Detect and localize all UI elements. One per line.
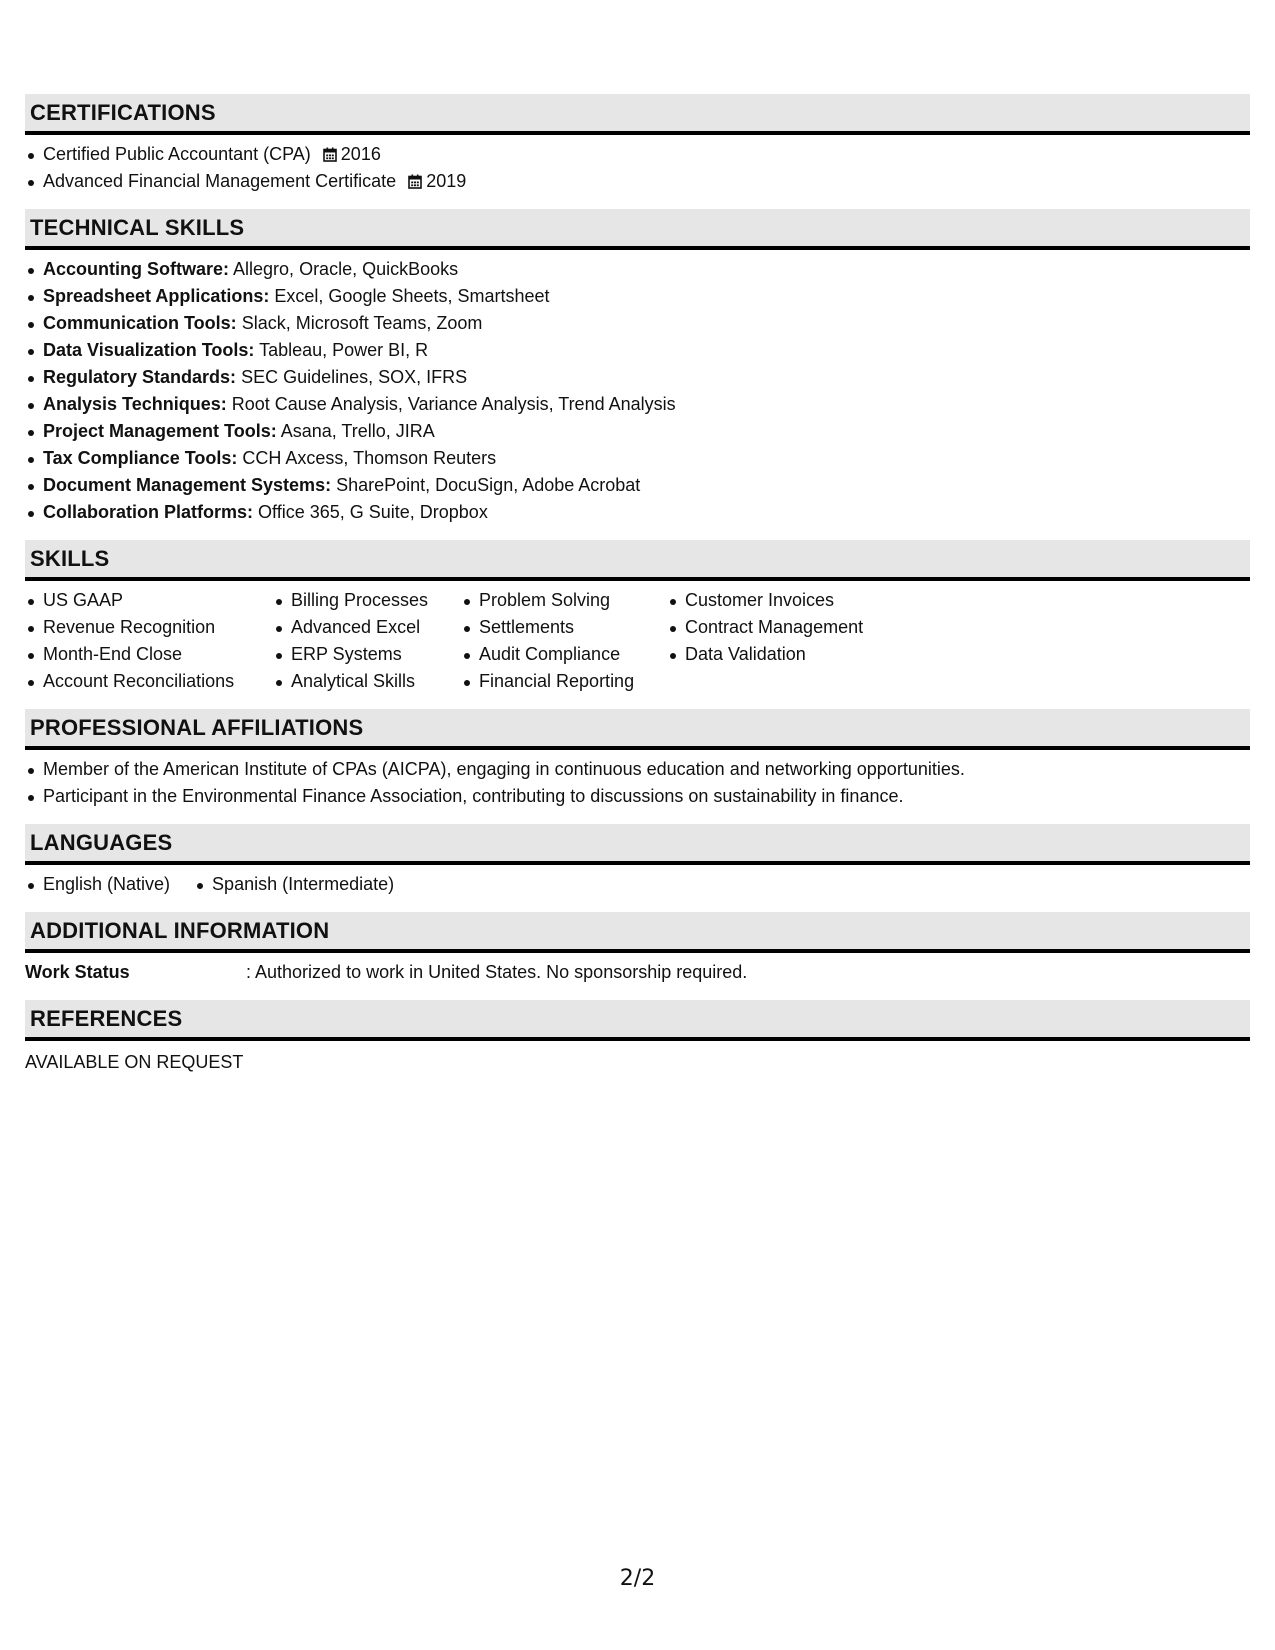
languages-section (25, 824, 1250, 898)
skill-values: Slack, Microsoft Teams, Zoom (241, 313, 483, 333)
skill-category: Data Visualization Tools: (43, 340, 255, 360)
skills-column (667, 587, 927, 695)
certifications-section (25, 94, 1250, 195)
list-item: ERP Systems (273, 641, 461, 668)
info-label: Work Status (25, 962, 130, 982)
list-item (25, 283, 1250, 310)
technical-skills-section (25, 209, 1250, 526)
list-item: Financial Reporting (461, 668, 667, 695)
skill-values: SharePoint, DocuSign, Adobe Acrobat (336, 475, 641, 495)
section-heading: ADDITIONAL INFORMATION (25, 912, 1250, 953)
skill-category: Accounting Software: (43, 259, 230, 279)
list-item (25, 472, 1250, 499)
affiliations-list (25, 756, 1250, 810)
list-item (25, 337, 1250, 364)
list-item (25, 499, 1250, 526)
skill-values: Tableau, Power BI, R (259, 340, 429, 360)
skill-category: Regulatory Standards: (43, 367, 237, 387)
info-row (25, 959, 1250, 986)
skill-category: Tax Compliance Tools: (43, 448, 238, 468)
section-heading: TECHNICAL SKILLS (25, 209, 1250, 250)
section-heading: LANGUAGES (25, 824, 1250, 865)
resume-page (25, 94, 1250, 1090)
list-item (25, 141, 1250, 168)
affiliations-section (25, 709, 1250, 810)
section-heading: PROFESSIONAL AFFILIATIONS (25, 709, 1250, 750)
info-value: : Authorized to work in United States. No sponsorship required. (246, 962, 748, 982)
list-item: Billing Processes (273, 587, 461, 614)
list-item: Analytical Skills (273, 668, 461, 695)
list-item: Audit Compliance (461, 641, 667, 668)
list-item: Spanish (Intermediate) (194, 871, 394, 898)
list-item (25, 310, 1250, 337)
skill-values: CCH Axcess, Thomson Reuters (242, 448, 497, 468)
list-item: Revenue Recognition (25, 614, 273, 641)
list-item: English (Native) (25, 871, 170, 898)
section-heading: REFERENCES (25, 1000, 1250, 1041)
languages-list (25, 871, 1250, 898)
certifications-list (25, 141, 1250, 195)
list-item (25, 418, 1250, 445)
list-item: Data Validation (667, 641, 927, 668)
section-heading: CERTIFICATIONS (25, 94, 1250, 135)
list-item (25, 168, 1250, 195)
certification-name: Certified Public Accountant (CPA) (43, 144, 311, 164)
calendar-icon (323, 147, 337, 162)
list-item: US GAAP (25, 587, 273, 614)
skills-column (461, 587, 667, 695)
list-item: Contract Management (667, 614, 927, 641)
list-item: Settlements (461, 614, 667, 641)
technical-skills-list (25, 256, 1250, 526)
calendar-icon (408, 174, 422, 189)
list-item: Account Reconciliations (25, 668, 273, 695)
skills-section (25, 540, 1250, 695)
certification-year: 2019 (426, 171, 467, 191)
list-item (25, 445, 1250, 472)
skills-column (25, 587, 273, 695)
references-text: AVAILABLE ON REQUEST (25, 1052, 244, 1072)
list-item: Member of the American Institute of CPAs (AICPA), engaging in continuous education and networking opportunities. (25, 756, 1250, 783)
skills-column (273, 587, 461, 695)
list-item: Participant in the Environmental Finance Association, contributing to discussions on sustainability in finance. (25, 783, 1250, 810)
certification-year: 2016 (340, 144, 381, 164)
skills-grid (25, 587, 1250, 695)
references-section (25, 1000, 1250, 1076)
additional-info-section (25, 912, 1250, 986)
skill-category: Project Management Tools: (43, 421, 277, 441)
skill-category: Collaboration Platforms: (43, 502, 254, 522)
skill-category: Communication Tools: (43, 313, 237, 333)
page-number: 2/2 (619, 1566, 656, 1591)
skill-values: Allegro, Oracle, QuickBooks (233, 259, 459, 279)
skill-category: Analysis Techniques: (43, 394, 227, 414)
section-heading: SKILLS (25, 540, 1250, 581)
skill-values: Asana, Trello, JIRA (280, 421, 435, 441)
list-item: Month-End Close (25, 641, 273, 668)
skill-values: SEC Guidelines, SOX, IFRS (241, 367, 468, 387)
list-item (25, 364, 1250, 391)
skill-category: Spreadsheet Applications: (43, 286, 270, 306)
skill-category: Document Management Systems: (43, 475, 332, 495)
list-item: Customer Invoices (667, 587, 927, 614)
list-item (25, 256, 1250, 283)
list-item (25, 391, 1250, 418)
skill-values: Office 365, G Suite, Dropbox (258, 502, 488, 522)
list-item: Advanced Excel (273, 614, 461, 641)
skill-values: Excel, Google Sheets, Smartsheet (274, 286, 550, 306)
list-item: Problem Solving (461, 587, 667, 614)
certification-name: Advanced Financial Management Certificate (43, 171, 397, 191)
skill-values: Root Cause Analysis, Variance Analysis, Trend Analysis (231, 394, 676, 414)
